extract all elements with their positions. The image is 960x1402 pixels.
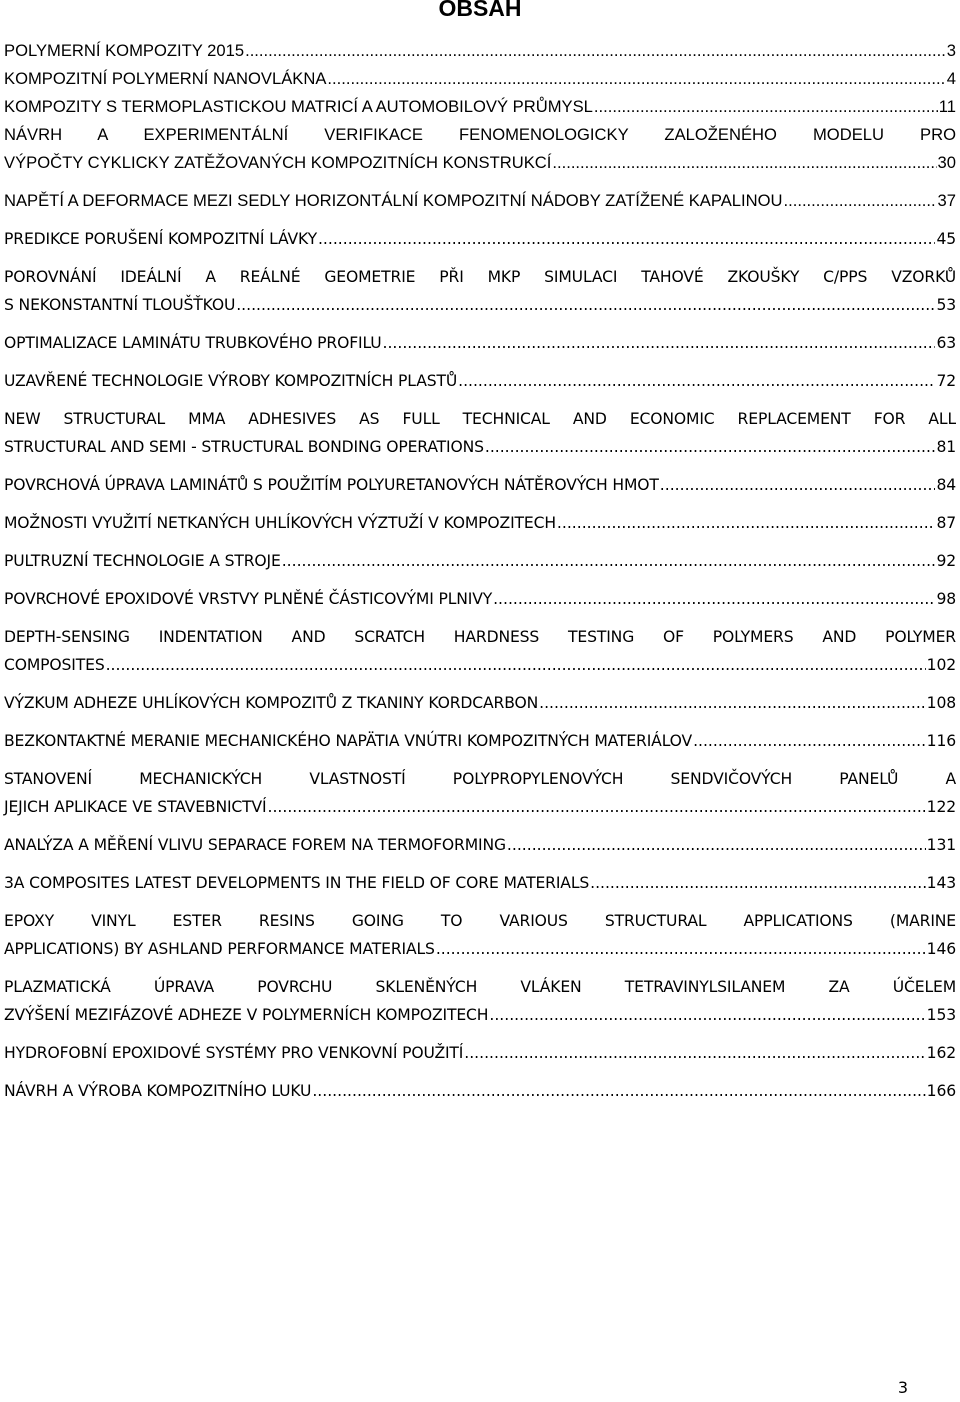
dot-leader <box>489 1001 925 1029</box>
dot-leader <box>557 509 936 537</box>
toc-entry[interactable] <box>4 1077 956 1105</box>
dot-leader <box>383 329 936 357</box>
dot-leader <box>318 225 936 253</box>
toc-entry-title: ANALÝZA A MĚŘENÍ VLIVU SEPARACE FOREM NA TERMOFORMING <box>4 836 506 854</box>
toc-entry-line <box>4 187 956 215</box>
toc-entry-title: COMPOSITES <box>4 656 105 674</box>
dot-leader <box>327 65 945 93</box>
toc-entry-title-line: EPOXY VINYL ESTER RESINS GOING TO VARIOUS STRUCTURAL APPLICATIONS (MARINE <box>4 912 956 930</box>
toc-entry-line <box>4 869 956 897</box>
toc-entry-line <box>4 37 956 65</box>
toc-entry-title-line: POROVNÁNÍ IDEÁLNÍ A REÁLNÉ GEOMETRIE PŘI MKP SIMULACI TAHOVÉ ZKOUŠKY C/PPS VZORKŮ <box>4 268 956 286</box>
toc-entry-page: 98 <box>936 590 956 608</box>
toc-entry-title: ZVÝŠENÍ MEZIFÁZOVÉ ADHEZE V POLYMERNÍCH KOMPOZITECH <box>4 1006 489 1024</box>
toc-entry-title: APPLICATIONS) BY ASHLAND PERFORMANCE MATERIALS <box>4 940 435 958</box>
toc-entry[interactable] <box>4 585 956 613</box>
dot-leader <box>493 585 935 613</box>
toc-entry-line <box>4 831 956 859</box>
toc-entry[interactable] <box>4 225 956 253</box>
toc-entry[interactable] <box>4 471 956 499</box>
toc-entry-page: 30 <box>937 153 956 172</box>
toc-entry-line <box>4 1001 956 1029</box>
toc-entry-title: STRUCTURAL AND SEMI - STRUCTURAL BONDING OPERATIONS <box>4 438 484 456</box>
toc-entry-title-line: NEW STRUCTURAL MMA ADHESIVES AS FULL TECHNICAL AND ECONOMIC REPLACEMENT FOR ALL <box>4 410 956 428</box>
toc-entry[interactable] <box>4 727 956 755</box>
toc-entry-page: 81 <box>936 438 956 456</box>
toc-entry-title-line: DEPTH-SENSING INDENTATION AND SCRATCH HARDNESS TESTING OF POLYMERS AND POLYMER <box>4 628 956 646</box>
toc-entry[interactable] <box>4 405 956 461</box>
toc-entry-line <box>4 93 956 121</box>
toc-entry-line <box>4 1077 956 1105</box>
toc-entry-page: 143 <box>926 874 956 892</box>
toc-entry-page: 122 <box>926 798 956 816</box>
toc-entry[interactable] <box>4 547 956 575</box>
table-of-contents <box>4 37 956 1105</box>
toc-entry-title: KOMPOZITNÍ POLYMERNÍ NANOVLÁKNA <box>4 69 327 88</box>
toc-entry-title: S NEKONSTANTNÍ TLOUŠŤKOU <box>4 296 236 314</box>
dot-leader <box>236 291 935 319</box>
toc-entry-page: 63 <box>936 334 956 352</box>
toc-entry-title: POVRCHOVÉ EPOXIDOVÉ VRSTVY PLNĚNÉ ČÁSTICOVÝMI PLNIVY <box>4 590 493 608</box>
toc-entry[interactable] <box>4 907 956 963</box>
toc-entry-line <box>4 793 956 821</box>
toc-entry-title: JEJICH APLIKACE VE STAVEBNICTVÍ <box>4 798 267 816</box>
toc-entry[interactable] <box>4 869 956 897</box>
toc-entry-page: 11 <box>938 97 956 116</box>
toc-entry-title: NÁVRH A VÝROBA KOMPOZITNÍHO LUKU <box>4 1082 312 1100</box>
toc-entry-line <box>4 433 956 461</box>
toc-entry-line <box>4 1039 956 1067</box>
toc-entry-page: 146 <box>926 940 956 958</box>
dot-leader <box>594 93 938 121</box>
dot-leader <box>268 793 926 821</box>
dot-leader <box>282 547 936 575</box>
toc-entry-line <box>4 291 956 319</box>
dot-leader <box>436 935 926 963</box>
toc-entry[interactable] <box>4 121 956 177</box>
toc-entry-line <box>4 585 956 613</box>
toc-entry[interactable] <box>4 37 956 65</box>
dot-leader <box>693 727 926 755</box>
toc-entry[interactable] <box>4 263 956 319</box>
toc-entry-page: 4 <box>946 69 956 88</box>
dot-leader <box>539 689 926 717</box>
toc-entry-title: NAPĚTÍ A DEFORMACE MEZI SEDLY HORIZONTÁLNÍ KOMPOZITNÍ NÁDOBY ZATÍŽENÉ KAPALINOU <box>4 191 783 210</box>
toc-entry-title-line: STANOVENÍ MECHANICKÝCH VLASTNOSTÍ POLYPROPYLENOVÝCH SENDVIČOVÝCH PANELŮ A <box>4 770 956 788</box>
dot-leader <box>106 651 926 679</box>
dot-leader <box>660 471 936 499</box>
toc-entry-title: MOŽNOSTI VYUŽITÍ NETKANÝCH UHLÍKOVÝCH VÝZTUŽÍ V KOMPOZITECH <box>4 514 556 532</box>
toc-entry-page: 84 <box>936 476 956 494</box>
toc-entry-title: UZAVŘENÉ TECHNOLOGIE VÝROBY KOMPOZITNÍCH PLASTŮ <box>4 372 458 390</box>
toc-entry-page: 153 <box>926 1006 956 1024</box>
toc-entry-line <box>4 689 956 717</box>
toc-entry-line <box>4 471 956 499</box>
toc-entry-title: HYDROFOBNÍ EPOXIDOVÉ SYSTÉMY PRO VENKOVNÍ POUŽITÍ <box>4 1044 464 1062</box>
dot-leader <box>312 1077 925 1105</box>
toc-entry-title: 3A COMPOSITES LATEST DEVELOPMENTS IN THE FIELD OF CORE MATERIALS <box>4 874 590 892</box>
toc-entry[interactable] <box>4 329 956 357</box>
toc-entry-page: 102 <box>926 656 956 674</box>
dot-leader <box>590 869 926 897</box>
toc-entry-page: 131 <box>926 836 956 854</box>
toc-entry-page: 37 <box>937 191 956 210</box>
toc-entry-title: KOMPOZITY S TERMOPLASTICKOU MATRICÍ A AUTOMOBILOVÝ PRŮMYSL <box>4 97 593 116</box>
toc-entry-title-line: PLAZMATICKÁ ÚPRAVA POVRCHU SKLENĚNÝCH VLÁKEN TETRAVINYLSILANEM ZA ÚČELEM <box>4 978 956 996</box>
toc-entry-title: VÝPOČTY CYKLICKY ZATĚŽOVANÝCH KOMPOZITNÍCH KONSTRUKCÍ <box>4 153 552 172</box>
toc-entry-page: 87 <box>936 514 956 532</box>
toc-entry-page: 92 <box>936 552 956 570</box>
toc-entry[interactable] <box>4 65 956 93</box>
toc-entry-page: 45 <box>936 230 956 248</box>
toc-entry[interactable] <box>4 1039 956 1067</box>
toc-entry-line <box>4 935 956 963</box>
toc-entry-line <box>4 225 956 253</box>
dot-leader <box>464 1039 925 1067</box>
toc-entry[interactable] <box>4 973 956 1029</box>
toc-entry-page: 53 <box>936 296 956 314</box>
toc-entry[interactable] <box>4 187 956 215</box>
page-title: OBSAH <box>438 0 522 21</box>
toc-entry-title: OPTIMALIZACE LAMINÁTU TRUBKOVÉHO PROFILU <box>4 334 382 352</box>
dot-leader <box>458 367 935 395</box>
toc-entry-title: PULTRUZNÍ TECHNOLOGIE A STROJE <box>4 552 281 570</box>
toc-entry[interactable] <box>4 367 956 395</box>
toc-entry-title-line: NÁVRH A EXPERIMENTÁLNÍ VERIFIKACE FENOMENOLOGICKY ZALOŽENÉHO MODELU PRO <box>4 125 956 144</box>
dot-leader <box>507 831 926 859</box>
toc-entry-page: 3 <box>946 41 956 60</box>
toc-entry-line <box>4 65 956 93</box>
toc-entry[interactable] <box>4 93 956 121</box>
dot-leader <box>552 149 936 177</box>
toc-entry-line <box>4 509 956 537</box>
toc-entry-line <box>4 149 956 177</box>
toc-entry-title: POLYMERNÍ KOMPOZITY 2015 <box>4 41 245 60</box>
toc-entry[interactable] <box>4 831 956 859</box>
dot-leader <box>245 37 946 65</box>
toc-entry-page: 162 <box>926 1044 956 1062</box>
toc-entry-line <box>4 727 956 755</box>
toc-entry-line <box>4 329 956 357</box>
toc-entry-line <box>4 547 956 575</box>
toc-entry[interactable] <box>4 509 956 537</box>
toc-entry[interactable] <box>4 689 956 717</box>
page-number: 3 <box>897 1378 908 1397</box>
toc-entry-page: 72 <box>936 372 956 390</box>
dot-leader <box>485 433 936 461</box>
toc-entry-page: 116 <box>926 732 956 750</box>
toc-entry[interactable] <box>4 623 956 679</box>
toc-entry[interactable] <box>4 765 956 821</box>
toc-entry-title: VÝZKUM ADHEZE UHLÍKOVÝCH KOMPOZITŮ Z TKANINY KORDCARBON <box>4 694 539 712</box>
toc-entry-line <box>4 651 956 679</box>
toc-entry-title: POVRCHOVÁ ÚPRAVA LAMINÁTŮ S POUŽITÍM POLYURETANOVÝCH NÁTĚROVÝCH HMOT <box>4 476 659 494</box>
toc-entry-title: PREDIKCE PORUŠENÍ KOMPOZITNÍ LÁVKY <box>4 230 317 248</box>
dot-leader <box>784 187 937 215</box>
toc-entry-page: 108 <box>926 694 956 712</box>
toc-entry-line <box>4 367 956 395</box>
toc-entry-title: BEZKONTAKTNÉ MERANIE MECHANICKÉHO NAPÄTIA VNÚTRI KOMPOZITNÝCH MATERIÁLOV <box>4 732 693 750</box>
toc-entry-page: 166 <box>926 1082 956 1100</box>
